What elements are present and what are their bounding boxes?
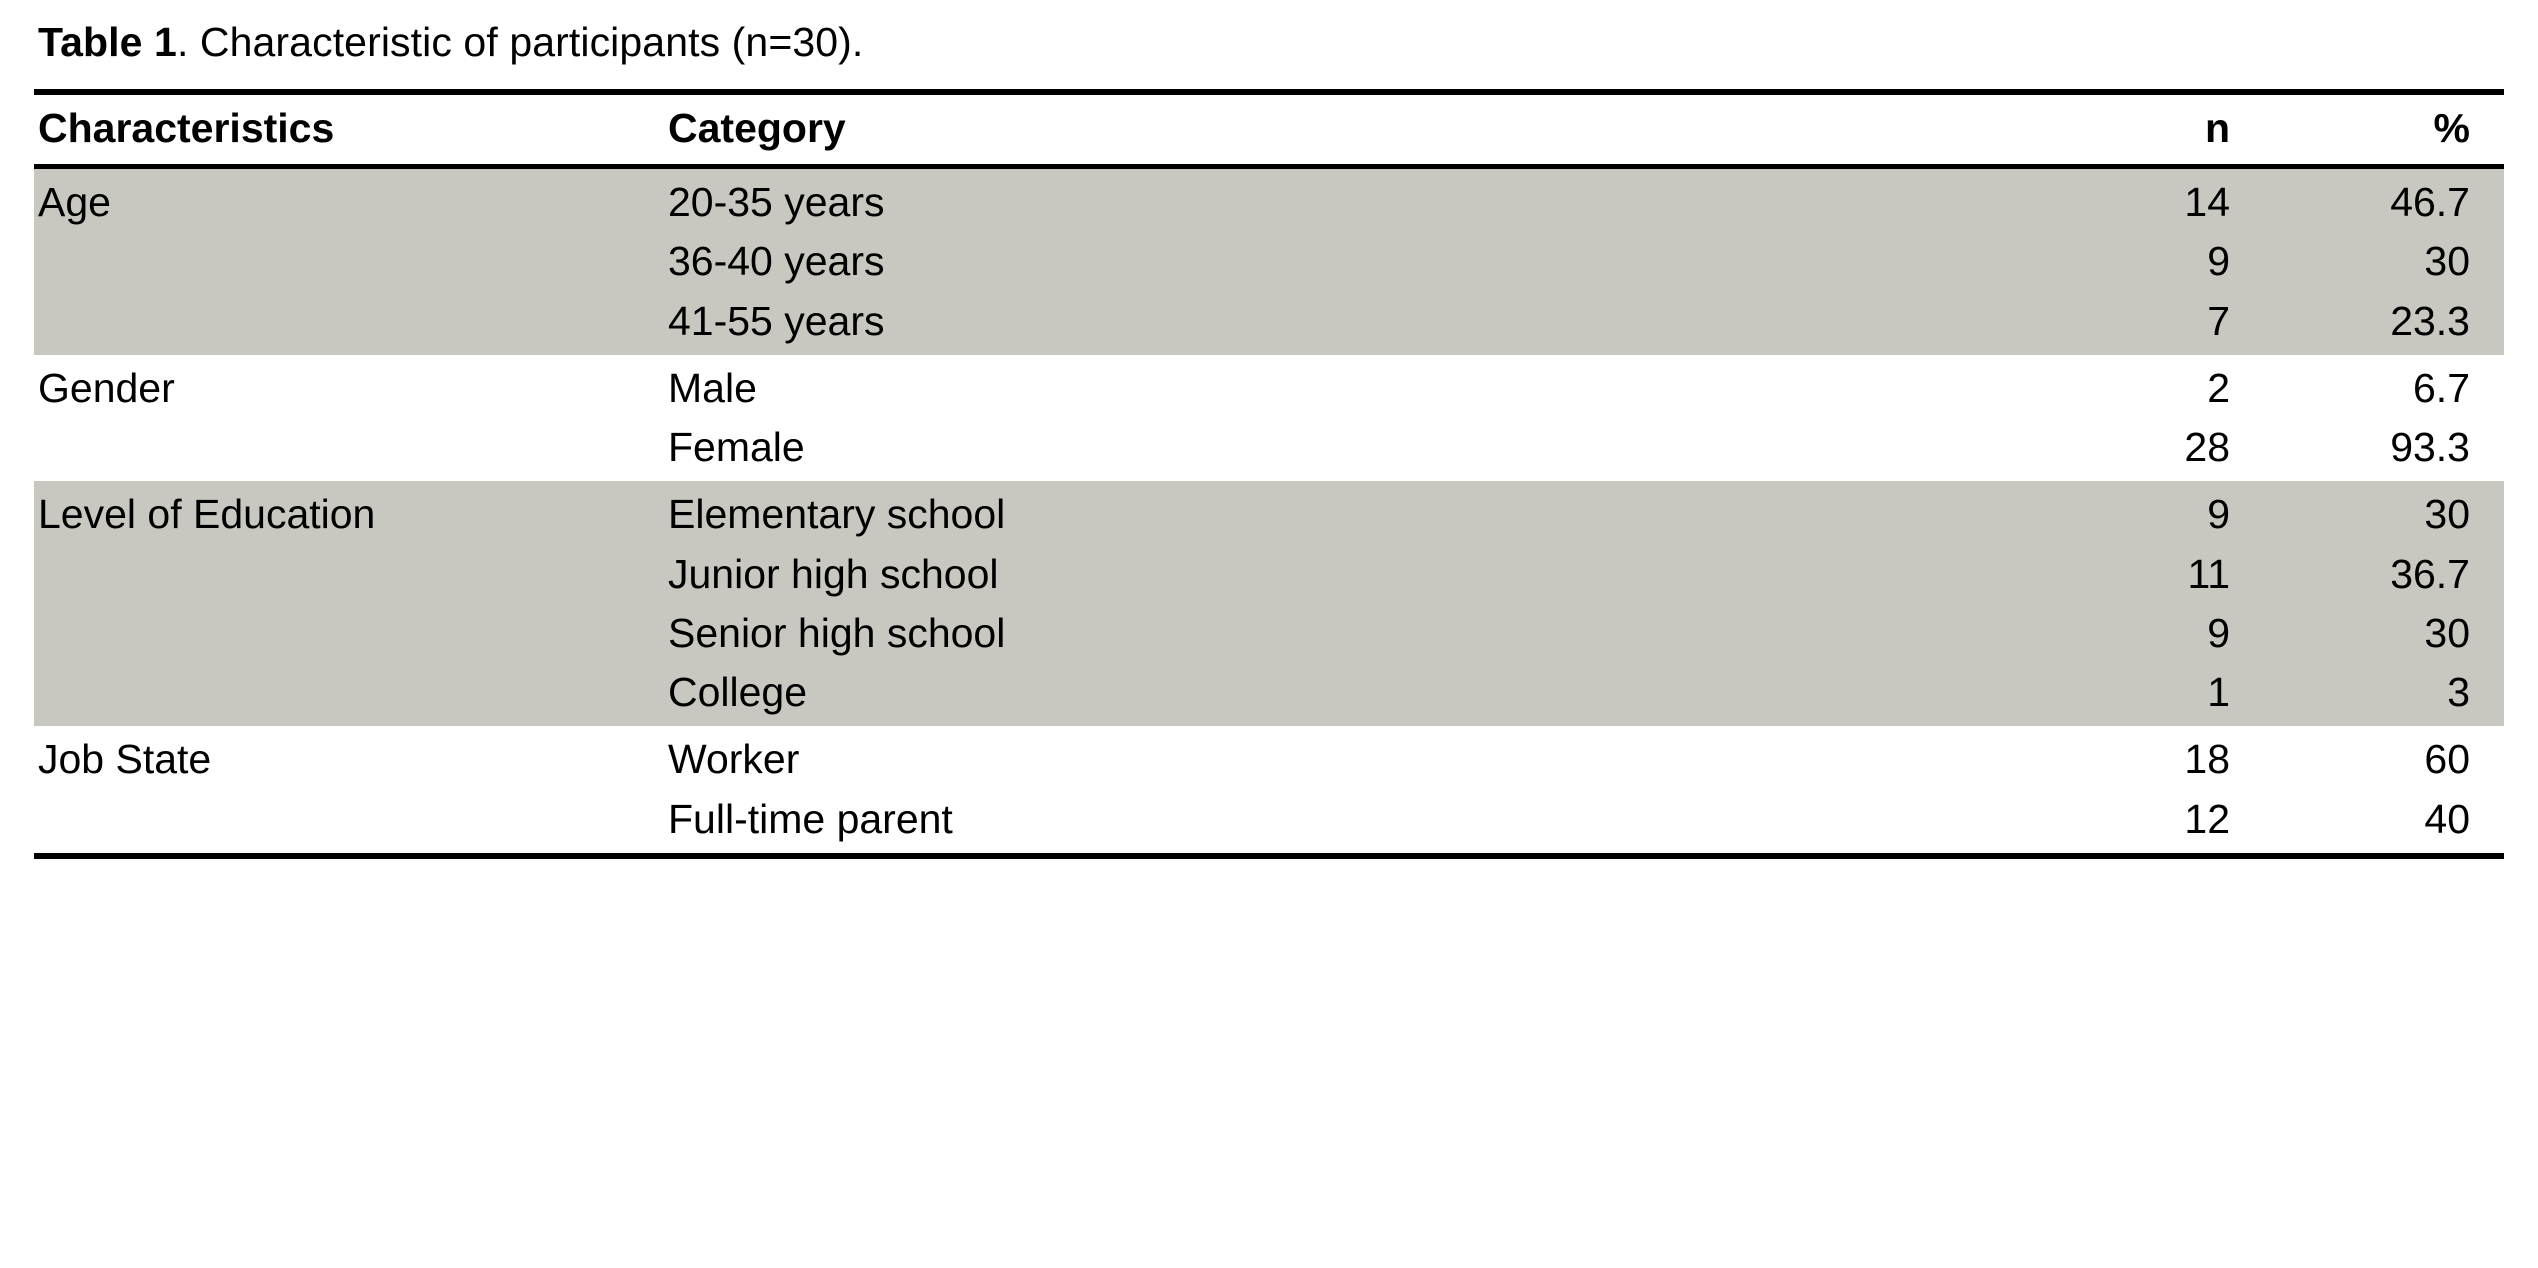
row-n: 2 xyxy=(2054,355,2264,418)
row-percent: 3 xyxy=(2264,663,2504,726)
row-category: Female xyxy=(664,418,2054,481)
row-category: Senior high school xyxy=(664,604,2054,663)
row-characteristic xyxy=(34,545,664,604)
table-row xyxy=(34,232,2504,291)
row-category: 20-35 years xyxy=(664,167,2054,233)
table-header xyxy=(34,92,2504,167)
table-row xyxy=(34,481,2504,544)
table-caption-text: . Characteristic of participants (n=30). xyxy=(176,19,864,65)
row-category: Worker xyxy=(664,726,2054,789)
table-row xyxy=(34,726,2504,789)
characteristics-table xyxy=(34,89,2504,859)
row-characteristic xyxy=(34,790,664,856)
row-n: 1 xyxy=(2054,663,2264,726)
table-caption xyxy=(38,19,2504,65)
row-percent: 36.7 xyxy=(2264,545,2504,604)
row-n: 9 xyxy=(2054,604,2264,663)
row-characteristic xyxy=(34,292,664,355)
row-percent: 30 xyxy=(2264,232,2504,291)
row-characteristic xyxy=(34,663,664,726)
row-category: Full-time parent xyxy=(664,790,2054,856)
column-header-category: Category xyxy=(668,105,846,151)
row-characteristic xyxy=(34,418,664,481)
row-characteristic: Level of Education xyxy=(34,481,664,544)
row-category: Male xyxy=(664,355,2054,418)
row-n: 9 xyxy=(2054,232,2264,291)
table-row xyxy=(34,790,2504,856)
column-header-n: n xyxy=(2204,105,2230,151)
row-n: 14 xyxy=(2054,167,2264,233)
table-row xyxy=(34,292,2504,355)
row-n: 18 xyxy=(2054,726,2264,789)
table-row xyxy=(34,167,2504,233)
row-category: 41-55 years xyxy=(664,292,2054,355)
row-category: 36-40 years xyxy=(664,232,2054,291)
row-n: 11 xyxy=(2054,545,2264,604)
row-percent: 60 xyxy=(2264,726,2504,789)
row-characteristic: Gender xyxy=(34,355,664,418)
row-category: Elementary school xyxy=(664,481,2054,544)
row-percent: 30 xyxy=(2264,481,2504,544)
row-n: 9 xyxy=(2054,481,2264,544)
row-percent: 23.3 xyxy=(2264,292,2504,355)
table-caption-label: Table 1 xyxy=(38,19,177,65)
row-characteristic xyxy=(34,604,664,663)
row-category: College xyxy=(664,663,2054,726)
row-percent: 46.7 xyxy=(2264,167,2504,233)
table-row xyxy=(34,355,2504,418)
row-n: 12 xyxy=(2054,790,2264,856)
row-n: 28 xyxy=(2054,418,2264,481)
table-row xyxy=(34,545,2504,604)
column-header-percent: % xyxy=(2433,105,2470,151)
row-characteristic: Age xyxy=(34,167,664,233)
column-header-characteristics: Characteristics xyxy=(38,105,335,151)
row-characteristic: Job State xyxy=(34,726,664,789)
table-row xyxy=(34,663,2504,726)
row-characteristic xyxy=(34,232,664,291)
row-percent: 30 xyxy=(2264,604,2504,663)
table-header-row xyxy=(34,92,2504,167)
table-row xyxy=(34,418,2504,481)
table-row xyxy=(34,604,2504,663)
table-body xyxy=(34,167,2504,856)
row-percent: 93.3 xyxy=(2264,418,2504,481)
row-percent: 40 xyxy=(2264,790,2504,856)
row-percent: 6.7 xyxy=(2264,355,2504,418)
row-category: Junior high school xyxy=(664,545,2054,604)
row-n: 7 xyxy=(2054,292,2264,355)
